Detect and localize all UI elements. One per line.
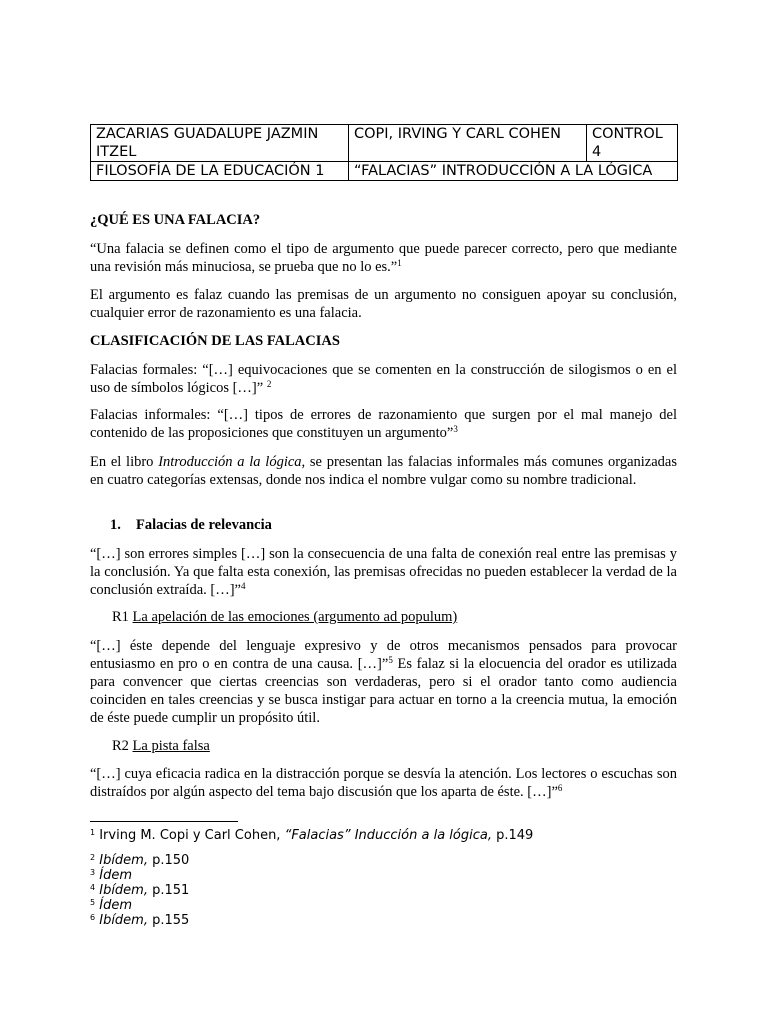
- r1-text: Es falaz si la elocuencia del orador es utilizada para convencer que ciertas creencias son verdaderas, pero si el orador tanto como audiencia coinciden en tales creencias y se busca instigar para actuar en torno a la creencia mutua, la emoción de éste puede cumplir un propósito útil.: [90, 656, 677, 726]
- header-row: [91, 162, 678, 181]
- book-title: Introducción a la lógica: [158, 454, 302, 470]
- footnotes: [90, 827, 533, 928]
- footnote-ref: 4: [240, 581, 246, 591]
- student-name-cell: ZACARIAS GUADALUPE JAZMIN ITZEL: [91, 125, 349, 162]
- subsection-title: La apelación de las emociones (argumento ad populum): [132, 609, 458, 625]
- r1-paragraph: [90, 637, 677, 727]
- footnote-6: $^6$ Ibídem, p.155: [90, 913, 190, 928]
- footnote-5: $^5$ Ídem: [90, 898, 132, 913]
- subheading-r1: [90, 608, 677, 626]
- footnote-2: $^2$ Ibídem, p.150: [90, 853, 190, 868]
- heading-classification: CLASIFICACIÓN DE LAS FALACIAS: [90, 333, 340, 349]
- r2-paragraph: [90, 765, 677, 801]
- section-title: Falacias de relevancia: [136, 517, 272, 533]
- definition-paragraph: [90, 240, 677, 276]
- footnote-ref: 6: [557, 783, 563, 793]
- informal-fallacies-paragraph: [90, 406, 677, 442]
- r1-quote: “[…] éste depende del lenguaje expresivo y de otros mecanismos pensados para provocar entusiasmo en pro o en contra de una causa. […]”: [90, 638, 677, 672]
- argument-paragraph: [90, 286, 677, 322]
- footnote-ref: 1: [397, 258, 402, 268]
- definition-text: “Una falacia se definen como el tipo de argumento que puede parecer correcto, pero que mediante una revisión más minuciosa, se prueba que no lo es.”: [90, 241, 677, 275]
- informal-fallacies-text: Falacias informales: “[…] tipos de errores de razonamiento que surgen por el mal manejo del contenido de las proposiciones que constituyen un argumento”: [90, 407, 677, 441]
- subsection-code: R1: [112, 609, 129, 625]
- authors-cell: COPI, IRVING Y CARL COHEN: [349, 125, 587, 162]
- header-row: [91, 125, 678, 162]
- subsection-title: La pista falsa: [132, 738, 210, 754]
- footnote-ref: 5: [388, 655, 393, 665]
- topic-cell: “FALACIAS” INTRODUCCIÓN A LA LÓGICA: [349, 162, 678, 181]
- subheading-r2: [90, 737, 677, 755]
- footnote-separator: [90, 821, 238, 822]
- formal-fallacies-text: Falacias formales: “[…] equivocaciones que se comenten en la construcción de silogismos o en el uso de símbolos lógicos […]”: [90, 362, 677, 396]
- footnote-1: $^1$ Irving M. Copi y Carl Cohen, “Falacias” Inducción a la lógica, p.149: [90, 828, 534, 843]
- footnote-ref: 3: [453, 424, 458, 434]
- book-paragraph: En el libro Introducción a la lógica, se presentan las falacias informales más comunes organizadas en cuatro categorías extensas, donde nos indica el nombre vulgar como su nombre tradicional.: [90, 454, 677, 488]
- argument-text: El argumento es falaz cuando las premisas de un argumento no consiguen apoyar su conclusión, cualquier error de razonamiento es una falacia.: [90, 287, 677, 321]
- relevance-paragraph: [90, 545, 677, 599]
- assignment-cell: CONTROL 4: [587, 125, 678, 162]
- subsection-code: R2: [112, 738, 129, 754]
- formal-fallacies-paragraph: [90, 361, 677, 397]
- section-number: 1.: [110, 517, 121, 533]
- heading-relevance: [90, 516, 677, 534]
- footnote-4: $^4$ Ibídem, p.151: [90, 883, 190, 898]
- header-table: [90, 124, 678, 181]
- r2-quote: “[…] cuya eficacia radica en la distracción porque se desvía la atención. Los lectores o escuchas son distraídos por algún aspecto del tema bajo discusión que los aparta de éste. […]”: [90, 766, 677, 800]
- heading-what-is: ¿QUÉ ES UNA FALACIA?: [90, 212, 261, 228]
- footnote-ref: 2: [266, 379, 272, 389]
- relevance-text: “[…] son errores simples […] son la consecuencia de una falta de conexión real entre las premisas y la conclusión. Ya que falta esta conexión, las premisas ofrecidas no pueden establecer la verdad de la conclusión extraída. […]”: [90, 546, 677, 598]
- course-cell: FILOSOFÍA DE LA EDUCACIÓN 1: [91, 162, 349, 181]
- footnote-3: $^3$ Ídem: [90, 868, 132, 883]
